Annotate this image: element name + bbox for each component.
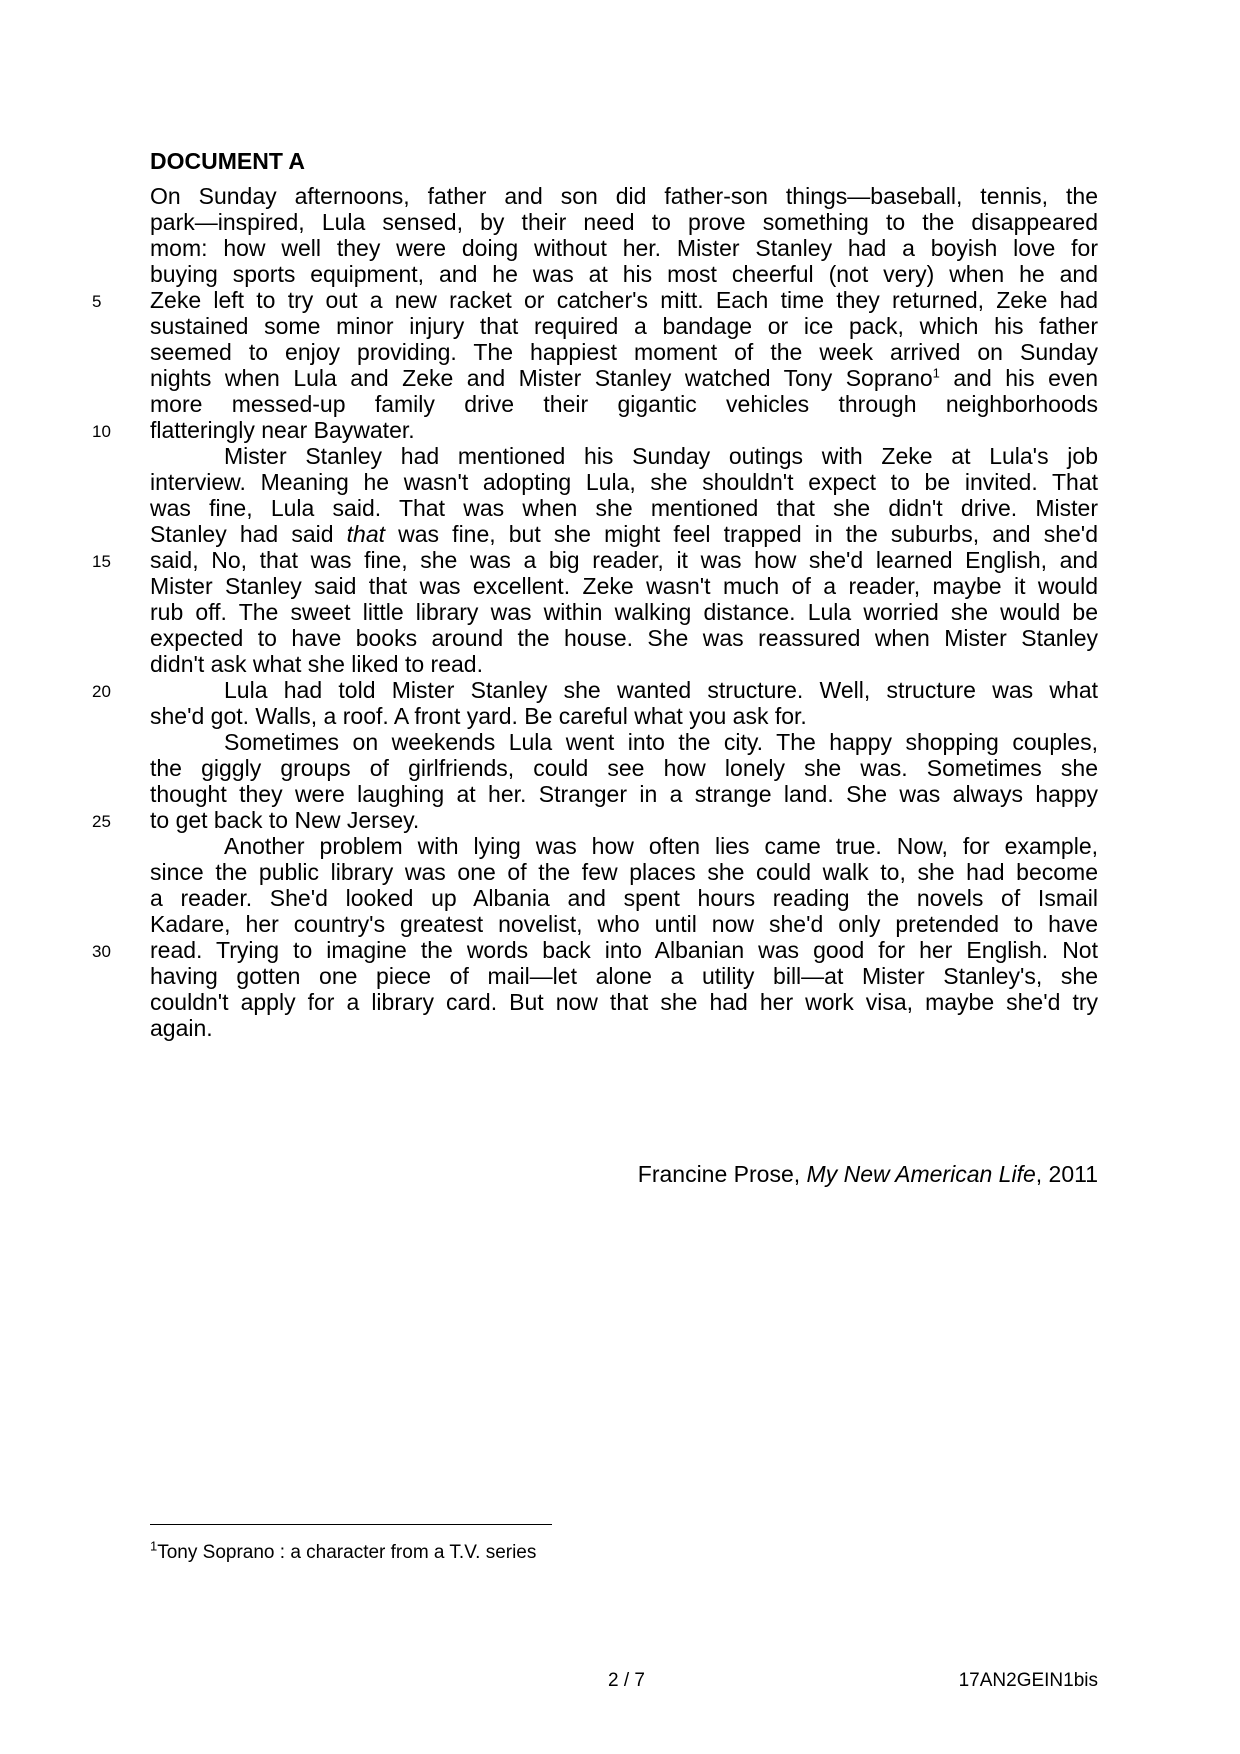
text-line: Lula had told Mister Stanley she wanted structure. Well, structure was what — [224, 677, 1098, 703]
text-line: a reader. She'd looked up Albania and spent hours reading the novels of Ismail — [150, 885, 1098, 911]
text-line — [150, 520, 1098, 549]
line-number: 20 — [92, 682, 111, 701]
line-number: 5 — [92, 292, 102, 311]
document-code: 17AN2GEIN1bis — [958, 1670, 1098, 1691]
text-line: Another problem with lying was how often lies came true. Now, for example, — [224, 833, 1098, 859]
text-segment: Stanley had said — [150, 521, 334, 547]
source-citation — [638, 1160, 1098, 1189]
text-line: Sometimes on weekends Lula went into the city. The happy shopping couples, — [224, 729, 1098, 755]
italic-word: that — [346, 521, 386, 547]
text-line: thought they were laughing at her. Stranger in a strange land. She was always happy — [150, 781, 1098, 807]
text-line: said, No, that was fine, she was a big reader, it was how she'd learned English, and — [150, 547, 1098, 573]
line-number: 10 — [92, 422, 111, 441]
text-line: park—inspired, Lula sensed, by their need to prove something to the disappeared — [150, 209, 1098, 235]
footnote-text: Tony Soprano : a character from a T.V. series — [157, 1542, 537, 1563]
text-line: sustained some minor injury that required a bandage or ice pack, which his father — [150, 313, 1098, 339]
text-line: interview. Meaning he wasn't adopting Lula, she shouldn't expect to be invited. That — [150, 469, 1098, 495]
text-line: she'd got. Walls, a roof. A front yard. Be careful what you ask for. — [150, 703, 807, 729]
footnote-divider — [150, 1524, 552, 1525]
line-number: 25 — [92, 812, 111, 831]
text-line: Mister Stanley said that was excellent. Zeke wasn't much of a reader, maybe it would — [150, 573, 1098, 599]
text-line: read. Trying to imagine the words back into Albanian was good for her English. Not — [150, 937, 1098, 963]
text-line: didn't ask what she liked to read. — [150, 651, 483, 677]
text-line: buying sports equipment, and he was at his most cheerful (not very) when he and — [150, 261, 1098, 287]
text-line: having gotten one piece of mail—let alone a utility bill—at Mister Stanley's, she — [150, 963, 1098, 989]
text-segment: and his even — [939, 365, 1098, 391]
text-line: mom: how well they were doing without her. Mister Stanley had a boyish love for — [150, 235, 1098, 261]
line-number: 30 — [92, 942, 111, 961]
text-line: Mister Stanley had mentioned his Sunday outings with Zeke at Lula's job — [224, 443, 1098, 469]
text-line: to get back to New Jersey. — [150, 807, 420, 833]
text-line: flatteringly near Baywater. — [150, 417, 415, 443]
text-line — [150, 364, 1098, 393]
text-line: more messed-up family drive their gigantic vehicles through neighborhoods — [150, 391, 1098, 417]
text-line: since the public library was one of the few places she could walk to, she had become — [150, 859, 1098, 885]
text-line: was fine, Lula said. That was when she mentioned that she didn't drive. Mister — [150, 495, 1098, 521]
citation-year: , 2011 — [1035, 1161, 1098, 1187]
citation-author: Francine Prose, — [637, 1161, 807, 1187]
text-line: On Sunday afternoons, father and son did father-son things—baseball, tennis, the — [150, 183, 1098, 209]
page-title: DOCUMENT A — [150, 148, 306, 174]
text-line: couldn't apply for a library card. But now that she had her work visa, maybe she'd try — [150, 989, 1098, 1015]
footnote-marker: 1 — [150, 1538, 158, 1554]
citation-title: My New American Life — [806, 1161, 1036, 1187]
text-line: again. — [150, 1015, 213, 1041]
text-line: the giggly groups of girlfriends, could see how lonely she was. Sometimes she — [150, 755, 1098, 781]
text-line: rub off. The sweet little library was within walking distance. Lula worried she would be — [150, 599, 1098, 625]
footnote — [150, 1538, 537, 1564]
text-segment: nights when Lula and Zeke and Mister Stanley watched Tony Soprano — [150, 365, 933, 391]
text-line: Kadare, her country's greatest novelist, who until now she'd only pretended to have — [150, 911, 1098, 937]
text-line: seemed to enjoy providing. The happiest moment of the week arrived on Sunday — [150, 339, 1098, 365]
text-line: expected to have books around the house. She was reassured when Mister Stanley — [150, 625, 1098, 651]
text-segment: was fine, but she might feel trapped in the suburbs, and she'd — [385, 521, 1098, 547]
footnote-reference: 1 — [932, 365, 940, 381]
text-line: Zeke left to try out a new racket or catcher's mitt. Each time they returned, Zeke had — [150, 287, 1098, 313]
line-number: 15 — [92, 552, 111, 571]
page-number: 2 / 7 — [608, 1670, 645, 1691]
